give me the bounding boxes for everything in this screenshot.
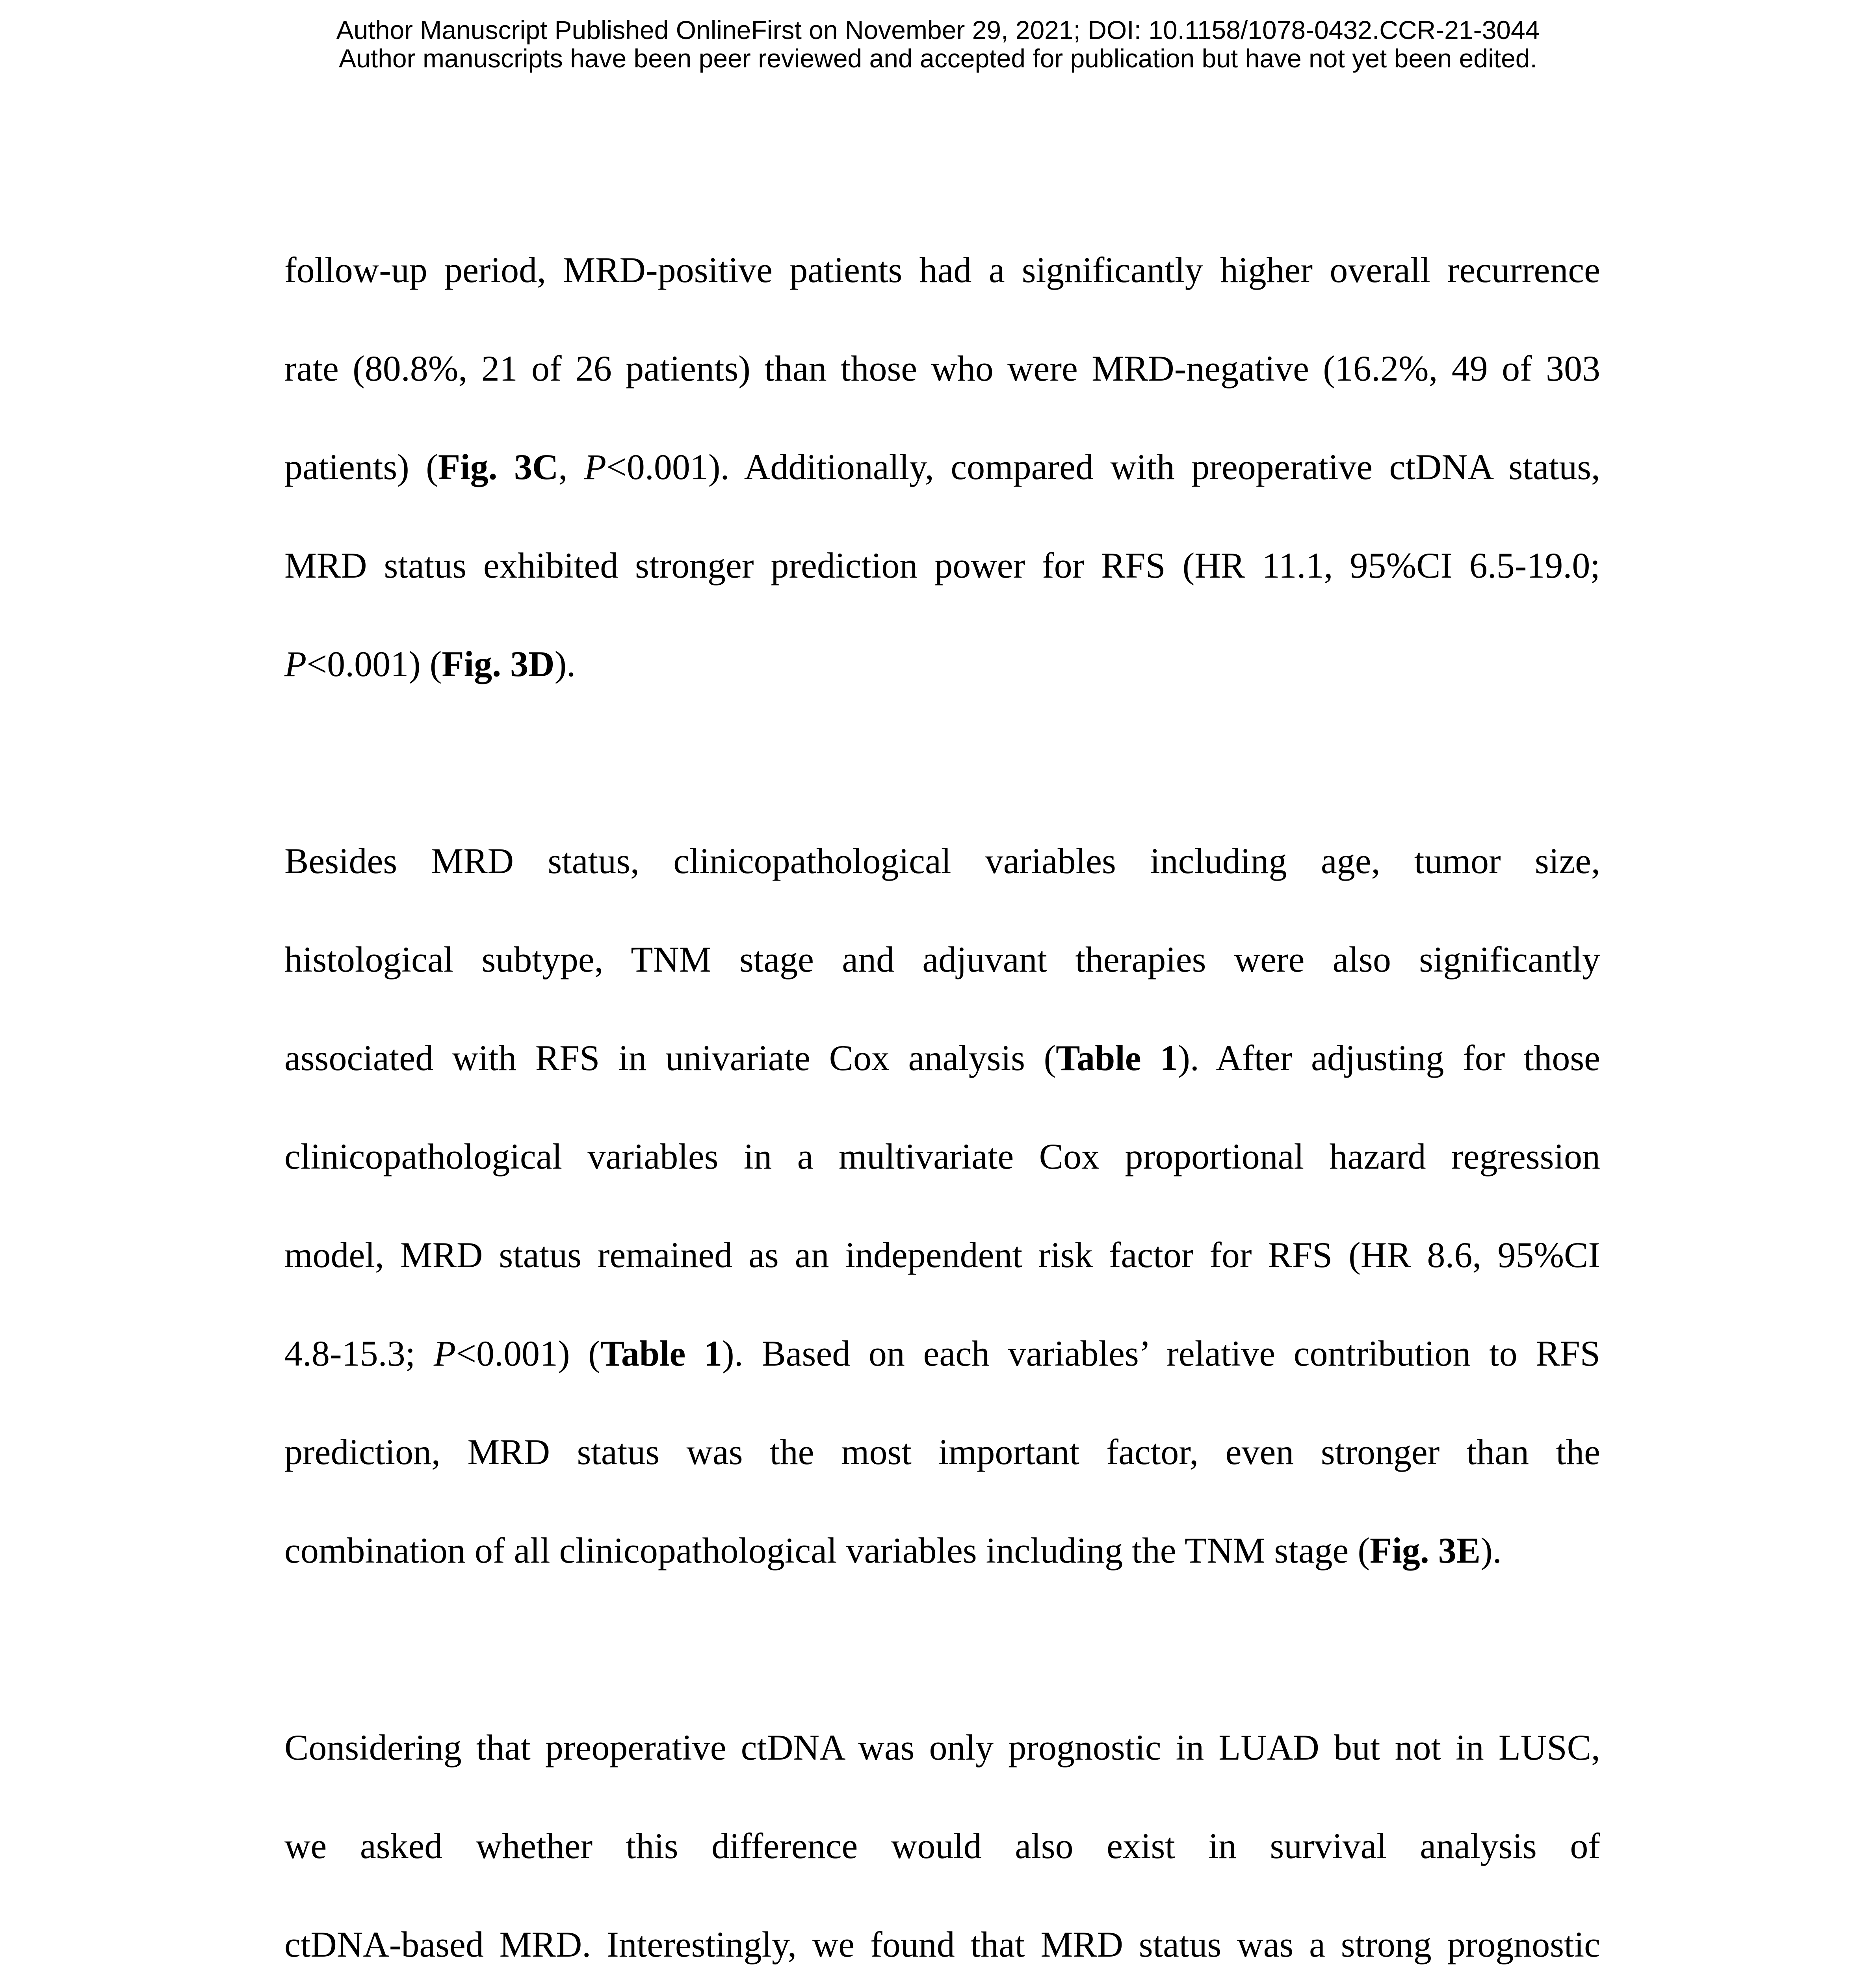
text-line [284,516,1600,615]
text-line [284,1501,1600,1600]
text-line [284,1797,1600,1895]
italic-symbol: P [584,447,606,487]
text-run: associated with RFS in univariate Cox analysis ( [284,1038,1056,1078]
text-run: we asked whether this difference would also exist in survival analysis of [284,1826,1600,1866]
text-run: ). Based on each variables’ relative contribution to RFS [722,1333,1601,1373]
paragraph [284,1698,1600,1970]
text-run: ). After adjusting for those [1178,1038,1600,1078]
header-line-2: Author manuscripts have been peer reviewed and accepted for publication but have not yet been edited. [339,44,1537,73]
manuscript-header [0,16,1876,72]
text-line [284,1895,1600,1970]
bold-reference: Fig. 3E [1370,1530,1481,1570]
text-run: 4.8-15.3; [284,1333,434,1373]
text-run: Considering that preoperative ctDNA was only prognostic in LUAD but not in LUSC, [284,1727,1600,1767]
text-run: , [558,447,584,487]
text-line [284,1698,1600,1797]
paragraph [284,221,1600,713]
text-run: clinicopathological variables in a multivariate Cox proportional hazard regression [284,1136,1600,1176]
text-line [284,1403,1600,1501]
italic-symbol: P [433,1333,456,1373]
bold-reference: Table 1 [600,1333,723,1373]
text-line [284,812,1600,910]
header-line-1: Author Manuscript Published OnlineFirst on November 29, 2021; DOI: 10.1158/1078-0432.CCR-21-3044 [336,15,1540,45]
text-run: patients) ( [284,447,438,487]
paragraph [284,812,1600,1600]
text-run: combination of all clinicopathological variables including the TNM stage ( [284,1530,1370,1570]
text-run: histological subtype, TNM stage and adjuvant therapies were also significantly [284,939,1600,979]
text-line [284,1206,1600,1304]
text-run: model, MRD status remained as an independent risk factor for RFS (HR 8.6, 95%CI [284,1235,1600,1275]
text-run: prediction, MRD status was the most important factor, even stronger than the [284,1432,1600,1472]
text-line [284,1107,1600,1206]
text-line [284,221,1600,319]
body-text [284,221,1600,1970]
italic-symbol: P [284,644,307,684]
text-run: rate (80.8%, 21 of 26 patients) than those who were MRD-negative (16.2%, 49 of 303 [284,348,1600,388]
text-line [284,418,1600,516]
text-run: <0.001) ( [306,644,442,684]
text-run: ctDNA-based MRD. Interestingly, we found that MRD status was a strong prognostic [284,1924,1600,1964]
text-line [284,1304,1600,1403]
text-run: Besides MRD status, clinicopathological variables including age, tumor size, [284,841,1600,881]
text-line [284,1009,1600,1107]
bold-reference: Table 1 [1056,1038,1178,1078]
text-run: follow-up period, MRD-positive patients had a significantly higher overall recurrence [284,250,1600,290]
text-line [284,615,1600,713]
text-run: ). [554,644,576,684]
bold-reference: Fig. 3C [438,447,559,487]
text-run: MRD status exhibited stronger prediction power for RFS (HR 11.1, 95%CI 6.5-19.0; [284,545,1600,585]
bold-reference: Fig. 3D [442,644,555,684]
text-run: <0.001). Additionally, compared with preoperative ctDNA status, [606,447,1600,487]
text-run: <0.001) ( [456,1333,600,1373]
text-run: ). [1480,1530,1502,1570]
text-line [284,319,1600,418]
text-line [284,910,1600,1009]
